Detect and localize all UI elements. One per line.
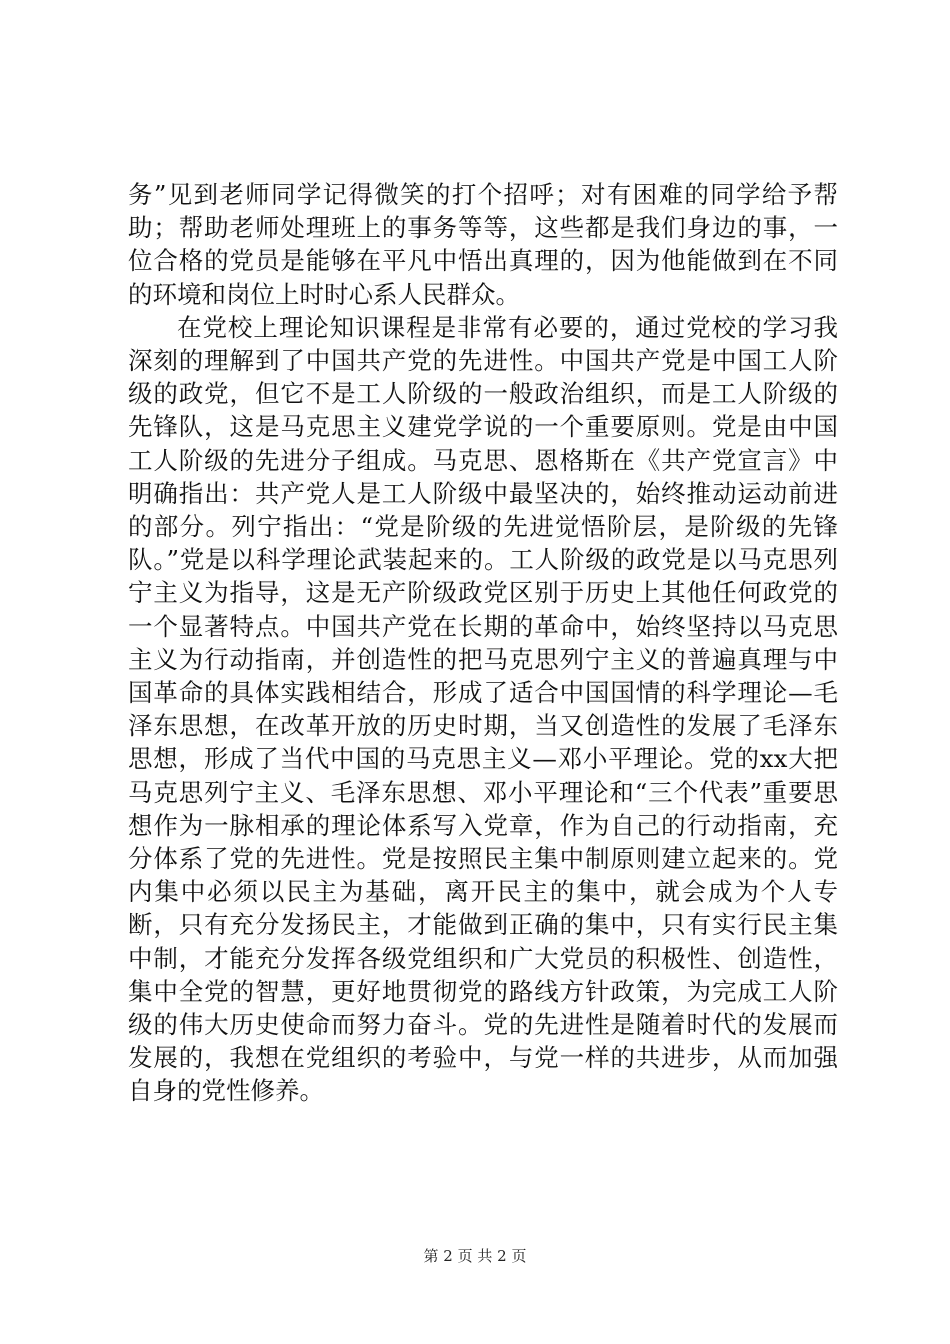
page-footer: 第 2 页 共 2 页 — [423, 1247, 527, 1265]
paragraph-continuation: 务”见到老师同学记得微笑的打个招呼；对有困难的同学给予帮助；帮助老师处理班上的事务等等，这些都是我们身边的事，一位合格的党员是能够在平凡中悟出真理的，因为他能做到在不同的环境和岗位上时时心系人民群众。 — [128, 180, 838, 309]
document-body — [128, 178, 838, 1108]
paragraph-party-school: 在党校上理论知识课程是非常有必要的，通过党校的学习我深刻的理解到了中国共产党的先进性。中国共产党是中国工人阶级的政党，但它不是工人阶级的一般政治组织，而是工人阶级的先锋队，这是马克思主义建党学说的一个重要原则。党是由中国工人阶级的先进分子组成。马克思、恩格斯在《共产党宣言》中明确指出：共产党人是工人阶级中最坚决的，始终推动运动前进的部分。列宁指出：“党是阶级的先进觉悟阶层，是阶级的先锋队。”党是以科学理论武装起来的。工人阶级的政党是以马克思列宁主义为指导，这是无产阶级政党区别于历史上其他任何政党的一个显著特点。中国共产党在长期的革命中，始终坚持以马克思主义为行动指南，并创造性的把马克思列宁主义的普遍真理与中国革命的具体实践相结合，形成了适合中国国情的科学理论—毛泽东思想，在改革开放的历史时期，当又创造性的发展了毛泽东思想，形成了当代中国的马克思主义—邓小平理论。党的xx大把马克思列宁主义、毛泽东思想、邓小平理论和“三个代表”重要思想作为一脉相承的理论体系写入党章，作为自己的行动指南，充分体系了党的先进性。党是按照民主集中制原则建立起来的。党内集中必须以民主为基础，离开民主的集中，就会成为个人专断，只有充分发扬民主，才能做到正确的集中，只有实行民主集中制，才能充分发挥各级党组织和广大党员的积极性、创造性，集中全党的智慧，更好地贯彻党的路线方针政策，为完成工人阶级的伟大历史使命而努力奋斗。党的先进性是随着时代的发展而发展的，我想在党组织的考验中，与党一样的共进步，从而加强自身的党性修养。 — [128, 312, 838, 1106]
